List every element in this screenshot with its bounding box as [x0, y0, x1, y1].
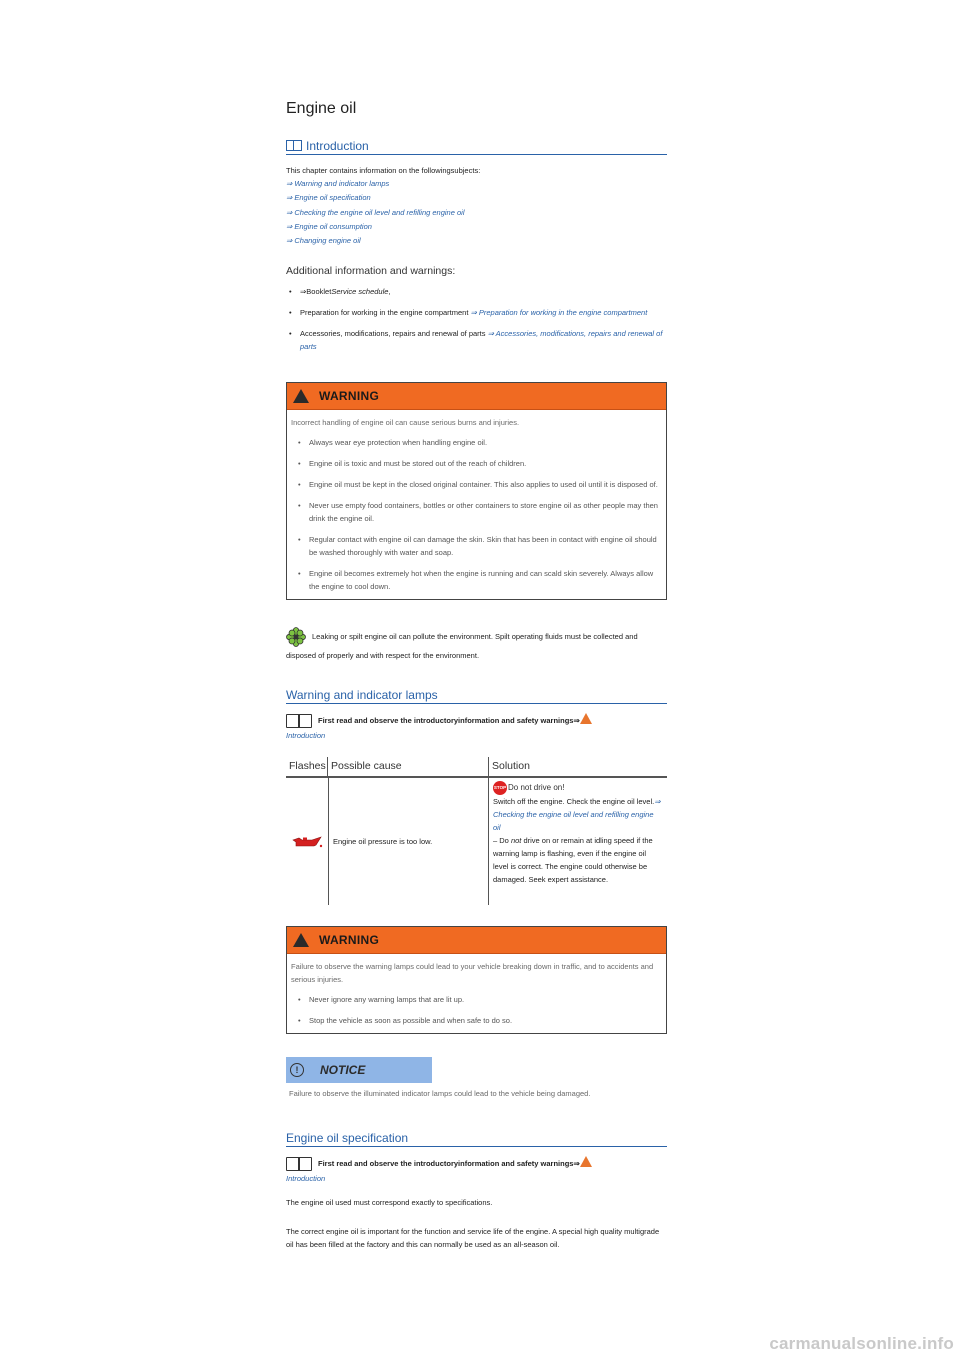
warning-header	[287, 927, 666, 954]
warning-triangle-icon	[293, 933, 309, 947]
warning-item: • Engine oil is toxic and must be stored out of the reach of children.	[295, 457, 662, 470]
section-heading-text: Introduction	[306, 139, 369, 153]
column-header-solution: Solution	[488, 757, 667, 776]
additional-info-list	[286, 285, 667, 361]
environment-text: Leaking or spilt engine oil can pollute the environment. Spilt operating fluids must be collected and disposed of properly and with respect for the environment.	[286, 631, 638, 660]
cell-lamp	[286, 778, 329, 905]
bullet-booklet-post: ,	[388, 287, 391, 296]
link-introduction[interactable]: Introduction	[286, 1174, 326, 1184]
bullet-booklet-pre: ⇒Booklet	[300, 287, 332, 296]
link-engine-compartment[interactable]: ⇒ Preparation for working in the engine compartment	[470, 308, 648, 317]
table-header	[286, 757, 667, 778]
link-checking-oil-level[interactable]: ⇒ Checking the engine oil level and refilling engine oil	[286, 207, 465, 217]
book-icon	[286, 140, 302, 151]
warning-label: WARNING	[319, 933, 380, 947]
book-icon	[286, 1157, 312, 1171]
stop-icon: STOP	[493, 781, 507, 795]
link-warning-lamps[interactable]: ⇒ Warning and indicator lamps	[286, 179, 390, 188]
book-icon	[286, 714, 312, 728]
solution-emphasis: not	[510, 836, 522, 845]
section-heading-introduction	[286, 139, 667, 155]
warning-item: • Never use empty food containers, bottles or other containers to store engine oil as other people may then drink the engine oil.	[295, 499, 662, 525]
warning-intro: Failure to observe the warning lamps could lead to your vehicle breaking down in traffic, and to accidents and serious injuries.	[291, 962, 654, 984]
spec-paragraph-1: The engine oil used must correspond exactly to specifications.	[286, 1198, 493, 1207]
link-accessories[interactable]: ⇒ Accessories, modifications, repairs and renewal of parts	[300, 329, 663, 351]
notice-text: Failure to observe the illuminated indicator lamps could lead to the vehicle being damaged.	[289, 1089, 591, 1098]
warning-label: WARNING	[319, 389, 380, 403]
watermark-text: carmanualsonline.info	[769, 1334, 954, 1353]
read-first-text: First read and observe the introductoryinformation and safety warnings⇒	[318, 716, 580, 725]
table-row	[286, 778, 667, 905]
environment-flower-icon	[286, 627, 306, 647]
solution-text: drive on or remain at idling speed if the warning lamp is flashing, even if the engine oil level is correct. The engine could otherwise be damaged. Seek expert assistance.	[493, 836, 653, 884]
link-oil-consumption[interactable]: ⇒ Engine oil consumption	[286, 221, 372, 231]
link-changing-oil[interactable]: ⇒ Changing engine oil	[286, 236, 361, 246]
read-first-note	[286, 1156, 667, 1183]
notice-label: NOTICE	[320, 1063, 366, 1077]
notice-exclamation-icon: !	[290, 1063, 304, 1077]
column-header-possible-cause: Possible cause	[331, 760, 402, 772]
link-introduction[interactable]: Introduction	[286, 731, 326, 741]
link-oil-specification[interactable]: ⇒ Engine oil specification	[286, 193, 371, 203]
warning-item: • Engine oil must be kept in the closed original container. This also applies to used oil until it is disposed of.	[295, 478, 662, 491]
notice-banner	[286, 1057, 432, 1083]
warning-item: • Always wear eye protection when handling engine oil.	[295, 436, 662, 449]
bullet-text: Preparation for working in the engine compartment	[300, 308, 471, 317]
warning-item: • Engine oil becomes extremely hot when the engine is running and can scald skin severely. Always allow the engine to cool down.	[295, 567, 662, 593]
warning-triangle-icon	[580, 713, 592, 724]
warning-item: • Stop the vehicle as soon as possible and when safe to do so.	[295, 1014, 662, 1027]
section-heading-oil-specification: Engine oil specification	[286, 1131, 667, 1147]
read-first-text: First read and observe the introductoryinformation and safety warnings⇒	[318, 1159, 580, 1168]
warning-item: • Never ignore any warning lamps that are lit up.	[295, 993, 662, 1006]
warning-header	[287, 383, 666, 410]
bullet-engine-compartment	[286, 306, 667, 319]
page-title: Engine oil	[286, 100, 357, 117]
warning-box-oil-handling	[286, 382, 667, 600]
do-not-drive-text: Do not drive on!	[508, 783, 565, 793]
bullet-text: Accessories, modifications, repairs and renewal of parts	[300, 329, 488, 338]
column-header-flashes: Flashes	[286, 757, 328, 776]
warning-box-lamps	[286, 926, 667, 1034]
warning-item: • Regular contact with engine oil can damage the skin. Skin that has been in contact with engine oil should be washed thoroughly with water and soap.	[295, 533, 662, 559]
cell-possible-cause: Engine oil pressure is too low.	[329, 778, 489, 905]
booklet-title: Service schedule	[331, 287, 389, 296]
link-checking-oil-level[interactable]: ⇒ Checking the engine oil level and refilling engine oil	[493, 797, 661, 832]
bullet-accessories	[286, 327, 667, 353]
warning-triangle-icon	[580, 1156, 592, 1167]
bullet-booklet	[286, 285, 667, 298]
environment-note	[286, 627, 667, 665]
cell-solution	[489, 778, 667, 905]
additional-info-heading: Additional information and warnings:	[286, 265, 456, 277]
solution-text: – Do	[493, 836, 511, 845]
intro-link-list	[286, 177, 667, 248]
spec-paragraph-2: The correct engine oil is important for the function and service life of the engine. A special high quality multigrade oil has been filled at the factory and this can normally be used as an all-season oil.	[286, 1227, 660, 1249]
warning-triangle-icon	[293, 389, 309, 403]
read-first-note	[286, 713, 667, 740]
intro-lead: This chapter contains information on the followingsubjects:	[286, 166, 481, 175]
warning-intro: Incorrect handling of engine oil can cause serious burns and injuries.	[291, 418, 520, 427]
oil-can-icon	[290, 835, 324, 849]
solution-text: Switch off the engine. Check the engine oil level.	[493, 797, 655, 806]
section-heading-warning-lamps: Warning and indicator lamps	[286, 688, 667, 704]
indicator-lamp-table	[286, 757, 667, 905]
